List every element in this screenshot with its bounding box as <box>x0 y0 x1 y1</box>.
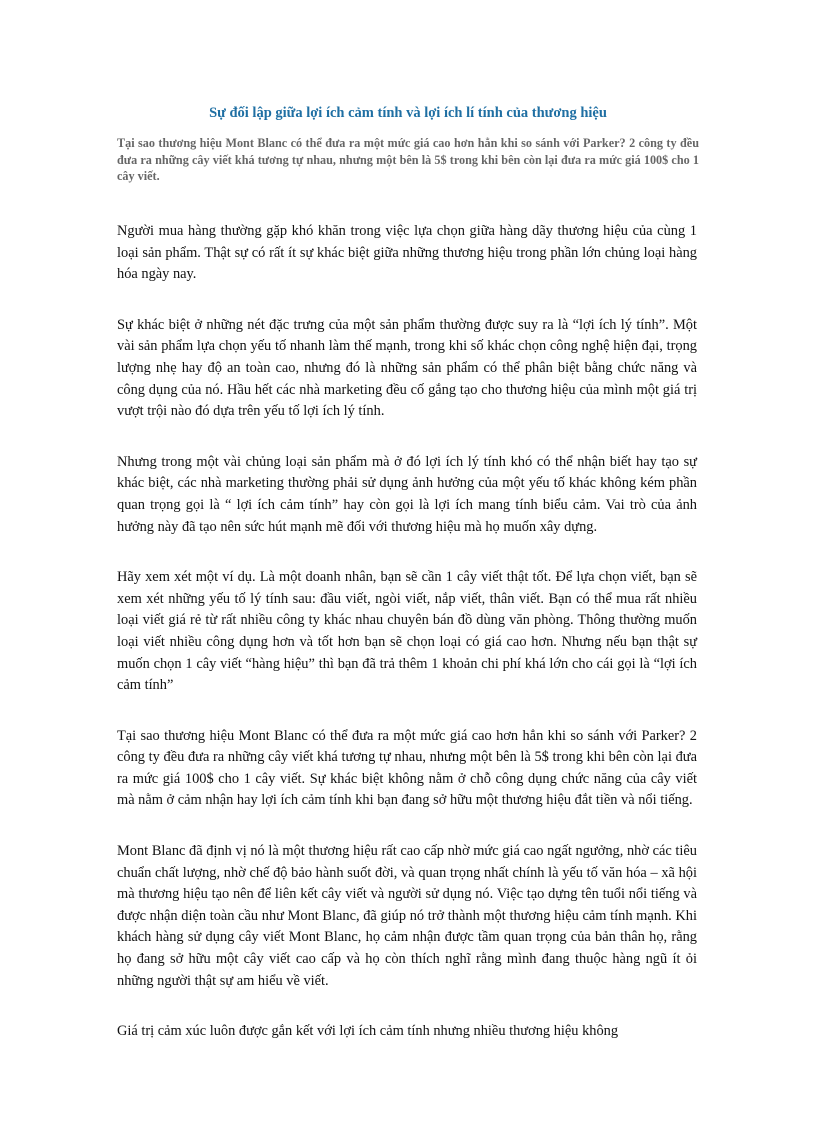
document-title: Sự đối lập giữa lợi ích cảm tính và lợi ích lí tính của thương hiệu <box>209 105 607 121</box>
document-body <box>117 221 697 1072</box>
paragraph-2: Sự khác biệt ở những nét đặc trưng của một sản phẩm thường được suy ra là “lợi ích lý tính”. Một vài sản phẩm lựa chọn yếu tố nhanh làm thế mạnh, trong khi số khác chọn công nghệ hiện đại, trọng lượng nhẹ hay độ an toàn cao, nhưng đó là những sản phẩm có thể phân biệt bằng chức năng và công dụng của nó. Hầu hết các nhà marketing đều cố gắng tạo cho thương hiệu của mình một giá trị vượt trội nào đó dựa trên yếu tố lợi ích lý tính. <box>117 316 697 420</box>
paragraph-4: Hãy xem xét một ví dụ. Là một doanh nhân, bạn sẽ cần 1 cây viết thật tốt. Để lựa chọn viết, bạn sẽ xem xét những yếu tố lý tính sau: đầu viết, ngòi viết, nắp viết, thân viết. Bạn có thể mua rất nhiều loại viết giá rẻ từ rất nhiều công ty khác nhau chuyên bán đồ dùng văn phòng. Thông thường muốn loại viết nhiều công dụng hơn và tốt hơn bạn sẽ chọn loại có giá cao hơn. Nhưng nếu bạn thật sự muốn chọn 1 cây viết “hàng hiệu” thì bạn đã trả thêm 1 khoản chi phí khá lớn cho cái gọi là “lợi ích cảm tính” <box>117 569 697 694</box>
paragraph-7: Giá trị cảm xúc luôn được gắn kết với lợi ích cảm tính nhưng nhiều thương hiệu không <box>117 1023 619 1040</box>
paragraph-3: Nhưng trong một vài chủng loại sản phẩm mà ở đó lợi ích lý tính khó có thể nhận biết hay tạo sự khác biệt, các nhà marketing thường phải sử dụng ảnh hưởng của một yếu tố khác không kém phần quan trọng gọi là “ lợi ích cảm tính” hay còn gọi là lợi ích mang tính biểu cảm. Vai trò của ảnh hưởng này đã tạo nên sức hút mạnh mẽ đối với thương hiệu mà họ muốn xây dựng. <box>117 453 697 535</box>
lead-summary: Tại sao thương hiệu Mont Blanc có thể đưa ra một mức giá cao hơn hẳn khi so sánh với Parker? 2 công ty đều đưa ra những cây viết khá tương tự nhau, nhưng một bên là 5$ trong khi bên còn lại đưa ra mức giá 100$ cho 1 cây viết. <box>117 136 699 183</box>
paragraph-5: Tại sao thương hiệu Mont Blanc có thể đưa ra một mức giá cao hơn hẳn khi so sánh với Parker? 2 công ty đều đưa ra những cây viết khá tương tự nhau, nhưng một bên là 5$ trong khi bên còn lại đưa ra mức giá 100$ cho 1 cây viết. Sự khác biệt không nằm ở chỗ công dụng chức năng của cây viết mà nằm ở cảm nhận hay lợi ích cảm tính khi bạn đang sở hữu một thương hiệu đắt tiền và nổi tiếng. <box>117 727 697 809</box>
paragraph-6: Mont Blanc đã định vị nó là một thương hiệu rất cao cấp nhờ mức giá cao ngất ngưởng, nhờ các tiêu chuẩn chất lượng, nhờ chế độ bảo hành suốt đời, và quan trọng nhất chính là yếu tố văn hóa – xã hội mà thương hiệu tạo nên để liên kết cây viết và người sử dụng nó. Việc tạo dựng tên tuổi nổi tiếng và được nhận diện toàn cầu như Mont Blanc, đã giúp nó trở thành một thương hiệu cảm tính mạnh. Khi khách hàng sử dụng cây viết Mont Blanc, họ cảm nhận được tầm quan trọng của bản thân họ, rằng họ đang sở hữu một cây viết cao cấp và họ còn thích nghĩ rằng mình đang thuộc hàng ngũ ít ỏi những người thật sự am hiểu về viết. <box>117 843 697 989</box>
paragraph-1: Người mua hàng thường gặp khó khăn trong việc lựa chọn giữa hàng dãy thương hiệu của cùng 1 loại sản phẩm. Thật sự có rất ít sự khác biệt giữa những thương hiệu trong phần lớn chủng loại hàng hóa ngày nay. <box>117 223 697 283</box>
